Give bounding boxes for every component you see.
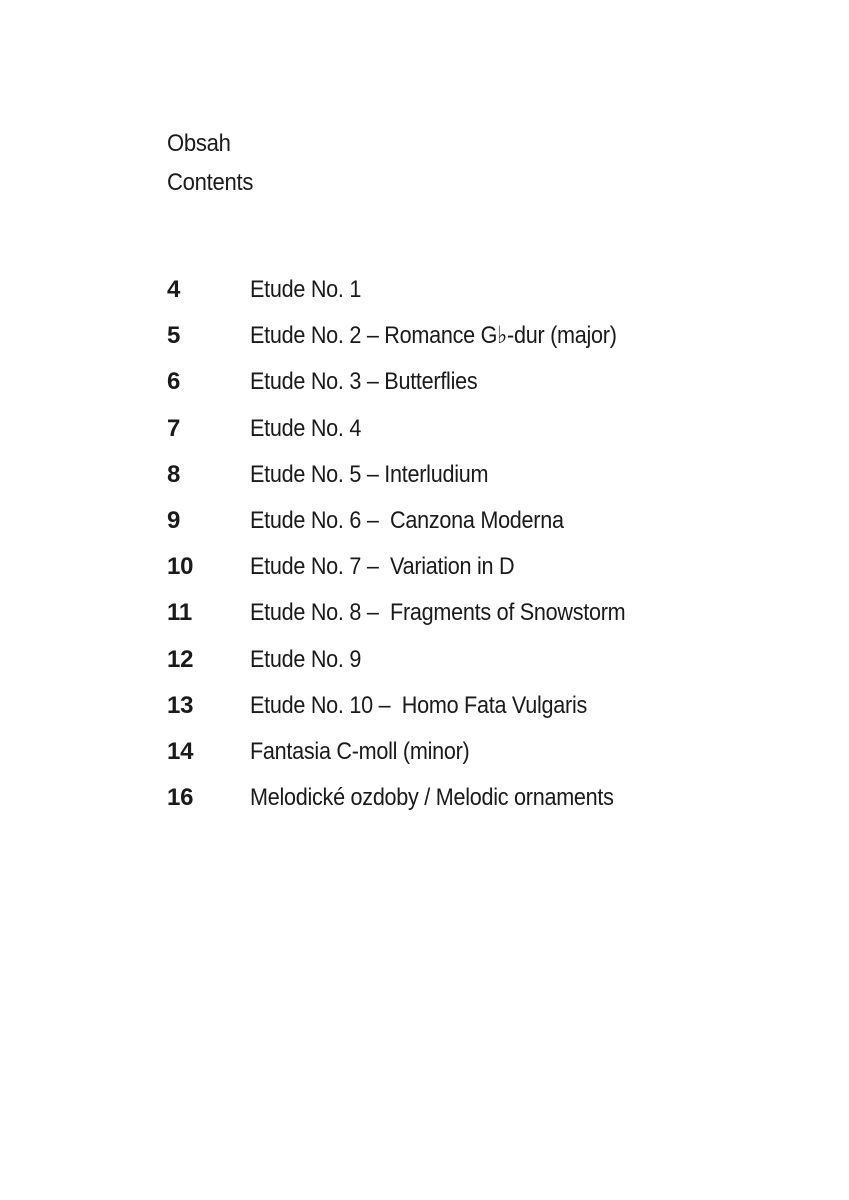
toc-entry xyxy=(167,364,787,410)
toc-entry xyxy=(167,595,787,641)
toc-page-number: 14 xyxy=(167,737,194,765)
table-of-contents xyxy=(167,272,787,826)
toc-page-number: 7 xyxy=(167,414,181,442)
toc-title: Etude No. 9 xyxy=(250,645,362,673)
toc-page-number: 6 xyxy=(167,368,181,396)
toc-entry xyxy=(167,688,787,734)
toc-title: Etude No. 6 – Canzona Moderna xyxy=(250,506,564,534)
toc-title: Etude No. 10 – Homo Fata Vulgaris xyxy=(250,691,588,719)
toc-entry xyxy=(167,411,787,457)
toc-page-number: 13 xyxy=(167,691,194,719)
toc-entry xyxy=(167,549,787,595)
toc-entry xyxy=(167,457,787,503)
contents-heading xyxy=(167,124,253,202)
toc-title: Etude No. 5 – Interludium xyxy=(250,460,489,488)
toc-entry xyxy=(167,642,787,688)
heading-czech: Obsah xyxy=(167,130,231,157)
toc-page-number: 9 xyxy=(167,506,181,534)
toc-entry xyxy=(167,503,787,549)
toc-title: Etude No. 2 – Romance G♭-dur (major) xyxy=(250,322,617,350)
heading-english: Contents xyxy=(167,169,254,196)
toc-entry xyxy=(167,272,787,318)
toc-title: Melodické ozdoby / Melodic ornaments xyxy=(250,784,614,812)
toc-page-number: 16 xyxy=(167,784,194,812)
toc-title: Etude No. 8 – Fragments of Snowstorm xyxy=(250,599,626,627)
toc-page-number: 11 xyxy=(167,599,192,627)
toc-title: Etude No. 1 xyxy=(250,276,362,303)
toc-page-number: 12 xyxy=(167,645,194,673)
toc-entry xyxy=(167,780,787,826)
toc-page-number: 4 xyxy=(167,276,181,303)
toc-title: Etude No. 4 xyxy=(250,414,362,442)
toc-title: Fantasia C-moll (minor) xyxy=(250,737,470,765)
toc-title: Etude No. 7 – Variation in D xyxy=(250,553,515,581)
toc-title: Etude No. 3 – Butterflies xyxy=(250,368,478,396)
toc-entry xyxy=(167,734,787,780)
toc-page-number: 5 xyxy=(167,322,181,350)
toc-entry xyxy=(167,318,787,364)
toc-page-number: 8 xyxy=(167,460,181,488)
toc-page-number: 10 xyxy=(167,553,194,581)
